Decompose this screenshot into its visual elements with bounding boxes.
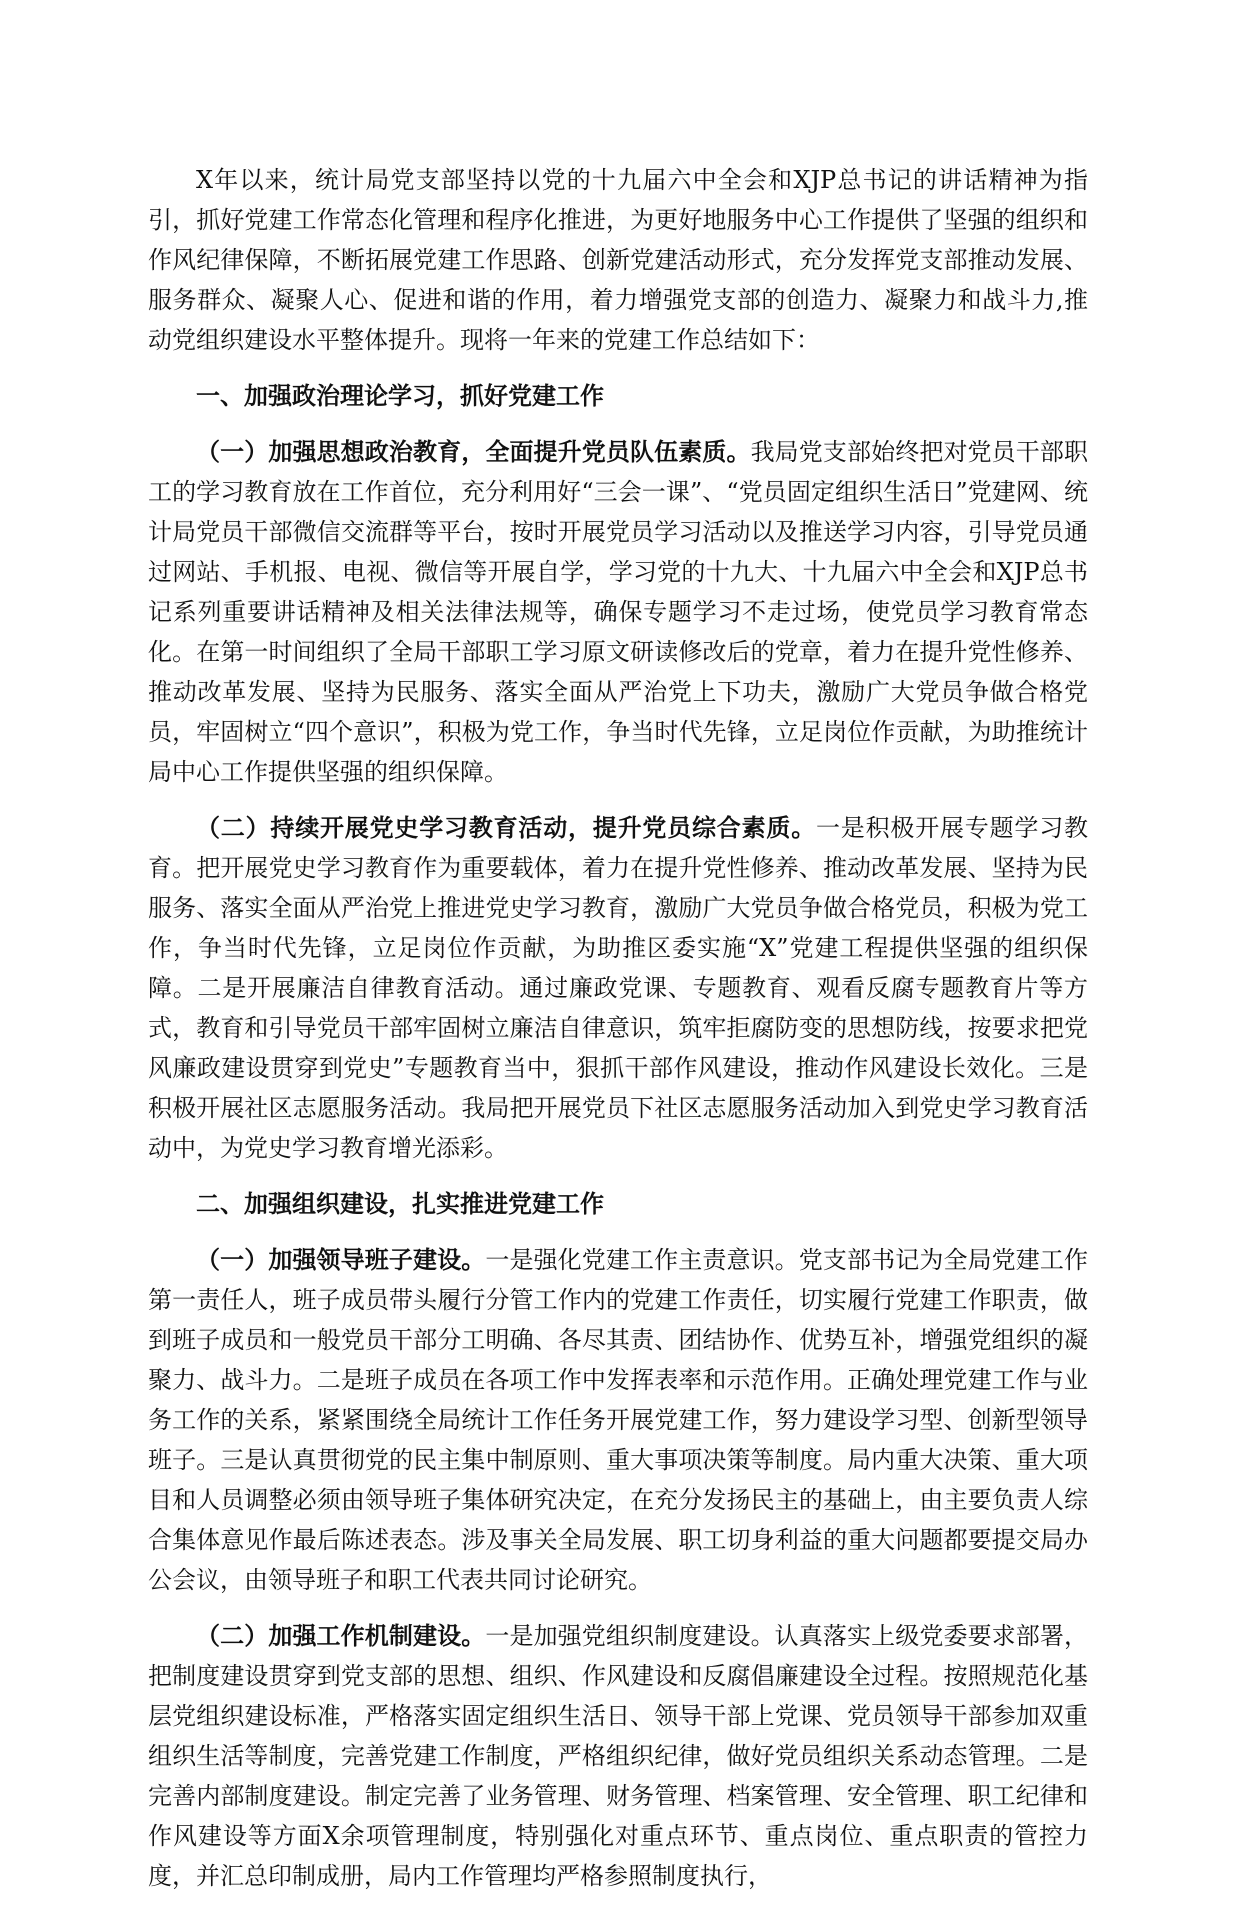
section-2-item-2-lead: （二）加强工作机制建设。: [196, 1622, 486, 1650]
section-1-item-2-lead: （二）持续开展党史学习教育活动，提升党员综合素质。: [196, 814, 816, 842]
document-page: [148, 160, 1088, 1912]
section-2-item-2-text: 一是加强党组织制度建设。认真落实上级党委要求部署，把制度建设贯穿到党支部的思想、组织、作风建设和反腐倡廉建设全过程。按照规范化基层党组织建设标准，严格落实固定组织生活日、领导干部上党课、党员领导干部参加双重组织生活等制度，完善党建工作制度，严格组织纪律，做好党员组织关系动态管理。二是完善内部制度建设。制定完善了业务管理、财务管理、档案管理、安全管理、职工纪律和作风建设等方面X余项管理制度，特别强化对重点环节、重点岗位、重点职责的管控力度，并汇总印制成册，局内工作管理均严格参照制度执行，: [148, 1622, 1089, 1890]
intro-paragraph: X年以来，统计局党支部坚持以党的十九届六中全会和XJP总书记的讲话精神为指引，抓好党建工作常态化管理和程序化推进，为更好地服务中心工作提供了坚强的组织和作风纪律保障，不断拓展党建工作思路、创新党建活动形式，充分发挥党支部推动发展、服务群众、凝聚人心、促进和谐的作用，着力增强党支部的创造力、凝聚力和战斗力,推动党组织建设水平整体提升。现将一年来的党建工作总结如下：: [148, 166, 1088, 354]
section-heading-1: 一、加强政治理论学习，抓好党建工作: [196, 382, 604, 410]
section-2-item-1-text: 一是强化党建工作主责意识。党支部书记为全局党建工作第一责任人，班子成员带头履行分管工作内的党建工作责任，切实履行党建工作职责，做到班子成员和一般党员干部分工明确、各尽其责、团结协作、优势互补，增强党组织的凝聚力、战斗力。二是班子成员在各项工作中发挥表率和示范作用。正确处理党建工作与业务工作的关系，紧紧围绕全局统计工作任务开展党建工作，努力建设学习型、创新型领导班子。三是认真贯彻党的民主集中制原则、重大事项决策等制度。局内重大决策、重大项目和人员调整必须由领导班子集体研究决定，在充分发扬民主的基础上，由主要负责人综合集体意见作最后陈述表态。涉及事关全局发展、职工切身利益的重大问题都要提交局办公会议，由领导班子和职工代表共同讨论研究。: [148, 1246, 1089, 1594]
section-1-item-2-text: 一是积极开展专题学习教育。把开展党史学习教育作为重要载体，着力在提升党性修养、推动改革发展、坚持为民服务、落实全面从严治党上推进党史学习教育，激励广大党员争做合格党员，积极为党工作，争当时代先锋，立足岗位作贡献，为助推区委实施“X”党建工程提供坚强的组织保障。二是开展廉洁自律教育活动。通过廉政党课、专题教育、观看反腐专题教育片等方式，教育和引导党员干部牢固树立廉洁自律意识，筑牢拒腐防变的思想防线，按要求把党风廉政建设贯穿到党史”专题教育当中，狠抓干部作风建设，推动作风建设长效化。三是积极开展社区志愿服务活动。我局把开展党员下社区志愿服务活动加入到党史学习教育活动中，为党史学习教育增光添彩。: [148, 814, 1088, 1162]
section-2-item-1-paragraph: [148, 1240, 1088, 1600]
section-heading-2: 二、加强组织建设，扎实推进党建工作: [196, 1190, 604, 1218]
section-2-item-2-paragraph: [148, 1616, 1088, 1896]
section-1-item-2-paragraph: [148, 808, 1088, 1168]
section-2-item-1-lead: （一）加强领导班子建设。: [196, 1246, 486, 1274]
section-1-item-1-lead: （一）加强思想政治教育，全面提升党员队伍素质。: [196, 438, 751, 466]
section-1-item-1-text: 我局党支部始终把对党员干部职工的学习教育放在工作首位，充分利用好“三会一课”、“党员固定组织生活日”党建网、统计局党员干部微信交流群等平台，按时开展党员学习活动以及推送学习内容，引导党员通过网站、手机报、电视、微信等开展自学，学习党的十九大、十九届六中全会和XJP总书记系列重要讲话精神及相关法律法规等，确保专题学习不走过场，使党员学习教育常态化。在第一时间组织了全局干部职工学习原文研读修改后的党章，着力在提升党性修养、推动改革发展、坚持为民服务、落实全面从严治党上下功夫，激励广大党员争做合格党员，牢固树立“四个意识”，积极为党工作，争当时代先锋，立足岗位作贡献，为助推统计局中心工作提供坚强的组织保障。: [148, 438, 1089, 786]
section-1-item-1-paragraph: [148, 432, 1088, 792]
